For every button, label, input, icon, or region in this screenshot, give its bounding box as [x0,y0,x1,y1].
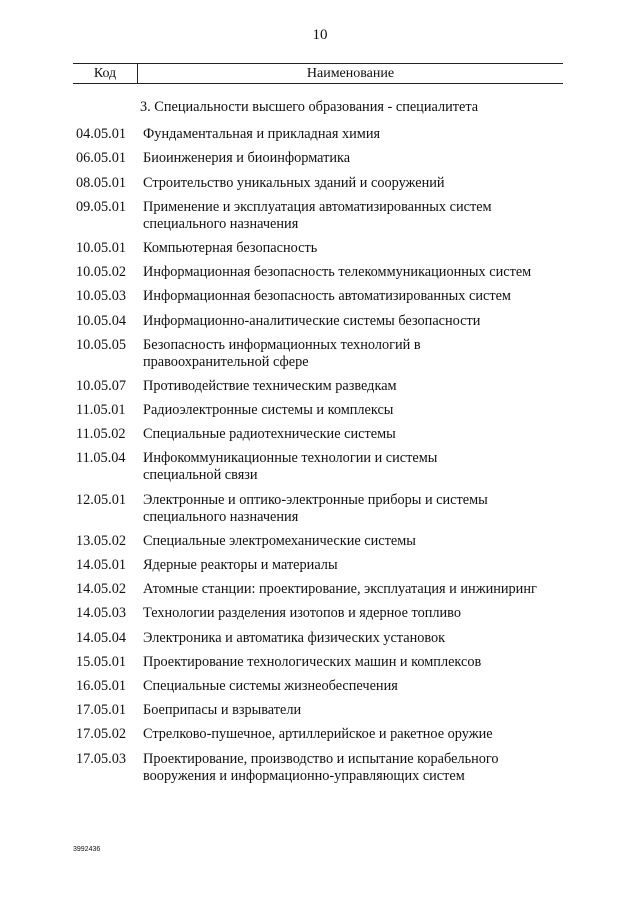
specialty-name [143,426,596,443]
table-row [76,702,596,719]
specialty-name-line: Технологии разделения изотопов и ядерное топливо [143,605,461,622]
specialty-name-line: Информационная безопасность автоматизированных систем [143,288,511,305]
specialty-name-line: Атомные станции: проектирование, эксплуатация и инжиниринг [143,581,537,598]
specialty-name [143,175,596,192]
specialty-name [143,581,596,598]
specialty-name [143,605,596,622]
table-row [76,605,596,622]
specialty-name-line: специального назначения [143,215,299,232]
specialty-name [143,533,596,550]
specialty-code: 17.05.03 [76,750,127,767]
specialty-code: 16.05.01 [76,677,127,694]
table-row [76,378,596,395]
specialty-name [143,654,596,671]
table-row [76,426,596,443]
specialty-name-line: правоохранительной сфере [143,353,309,370]
specialty-code: 14.05.02 [76,581,127,598]
table-row [76,126,596,143]
table-row [76,240,596,257]
specialty-name-line: Применение и эксплуатация автоматизированных систем [143,198,492,215]
specialty-name-line: Компьютерная безопасность [143,239,318,256]
specialty-code: 10.05.07 [76,377,127,394]
table-row [76,450,596,484]
specialty-name [143,378,596,395]
table-row [76,533,596,550]
specialty-name-line: Электронные и оптико-электронные приборы и системы [143,491,488,508]
specialty-name-line: Проектирование технологических машин и комплексов [143,653,482,670]
specialty-code: 06.05.01 [76,150,127,167]
specialty-code: 14.05.04 [76,629,127,646]
specialty-name-line: специальной связи [143,467,258,484]
specialty-name [143,751,596,785]
specialty-code: 04.05.01 [76,126,127,143]
section-title: 3. Специальности высшего образования - специалитета [140,99,479,115]
specialty-name-line: Информационная безопасность телекоммуникационных систем [143,264,532,281]
table-row [76,557,596,574]
specialty-name-line: Электроника и автоматика физических установок [143,629,446,646]
specialty-name [143,557,596,574]
table-row [76,654,596,671]
specialty-name [143,288,596,305]
specialty-code: 11.05.04 [76,450,126,467]
specialty-name-line: Боеприпасы и взрыватели [143,702,302,719]
specialty-name-line: специального назначения [143,508,299,525]
specialty-name-line: Специальные радиотехнические системы [143,426,396,443]
specialty-name [143,678,596,695]
table-row [76,288,596,305]
specialty-code: 10.05.03 [76,288,127,305]
specialty-name-line: Информационно-аналитические системы безопасности [143,312,481,329]
specialty-name-line: Противодействие техническим разведкам [143,377,397,394]
specialty-name-line: Специальные электромеханические системы [143,532,416,549]
specialty-code: 17.05.02 [76,726,127,743]
specialty-name [143,150,596,167]
column-header-code: Код [93,66,117,81]
table-row [76,264,596,281]
specialty-code: 10.05.05 [76,336,127,353]
specialty-name [143,126,596,143]
table-row [76,337,596,371]
specialty-name [143,630,596,647]
specialty-name [143,492,596,526]
table-row [76,751,596,785]
table-row [76,678,596,695]
specialty-code: 14.05.01 [76,557,127,573]
specialty-code: 12.05.01 [76,491,127,508]
specialty-name-line: Биоинженерия и биоинформатика [143,150,351,167]
table-row [76,630,596,647]
specialty-name [143,240,596,257]
specialty-code: 13.05.02 [76,532,127,549]
specialty-code: 10.05.04 [76,312,127,329]
specialty-name [143,402,596,419]
table-row [76,402,596,419]
specialty-name-line: вооружения и информационно-управляющих систем [143,767,465,784]
specialty-name-line: Фундаментальная и прикладная химия [143,126,381,143]
specialty-name [143,264,596,281]
specialty-code: 08.05.01 [76,174,127,191]
table-row [76,581,596,598]
specialty-code: 10.05.01 [76,239,127,256]
specialty-name-line: Безопасность информационных технологий в [143,336,421,353]
specialty-name [143,726,596,743]
table-row [76,726,596,743]
specialty-code: 11.05.01 [76,402,126,419]
table-row [76,199,596,233]
page-number: 10 [312,27,328,43]
specialty-list [76,119,596,785]
specialty-name [143,313,596,330]
specialty-name-line: Инфокоммуникационные технологии и системы [143,450,438,467]
specialty-code: 17.05.01 [76,702,127,719]
specialty-name-line: Строительство уникальных зданий и сооружений [143,174,445,191]
specialty-name [143,337,596,371]
specialty-name [143,450,596,484]
specialty-name-line: Специальные системы жизнеобеспечения [143,677,398,694]
table-row [76,313,596,330]
specialty-code: 15.05.01 [76,653,127,670]
document-id: 3992436 [73,846,101,853]
specialty-name-line: Стрелково-пушечное, артиллерийское и ракетное оружие [143,726,493,743]
specialty-code: 14.05.03 [76,605,127,622]
specialty-name-line: Проектирование, производство и испытание корабельного [143,750,499,767]
column-header-name: Наименование [306,66,395,81]
table-header [73,63,563,84]
specialty-name-line: Ядерные реакторы и материалы [143,557,338,573]
table-row [76,150,596,167]
table-row [76,492,596,526]
specialty-name [143,199,596,233]
specialty-code: 11.05.02 [76,426,126,443]
specialty-name [143,702,596,719]
specialty-name-line: Радиоэлектронные системы и комплексы [143,402,394,419]
table-row [76,175,596,192]
specialty-code: 09.05.01 [76,198,127,215]
specialty-code: 10.05.02 [76,264,127,281]
